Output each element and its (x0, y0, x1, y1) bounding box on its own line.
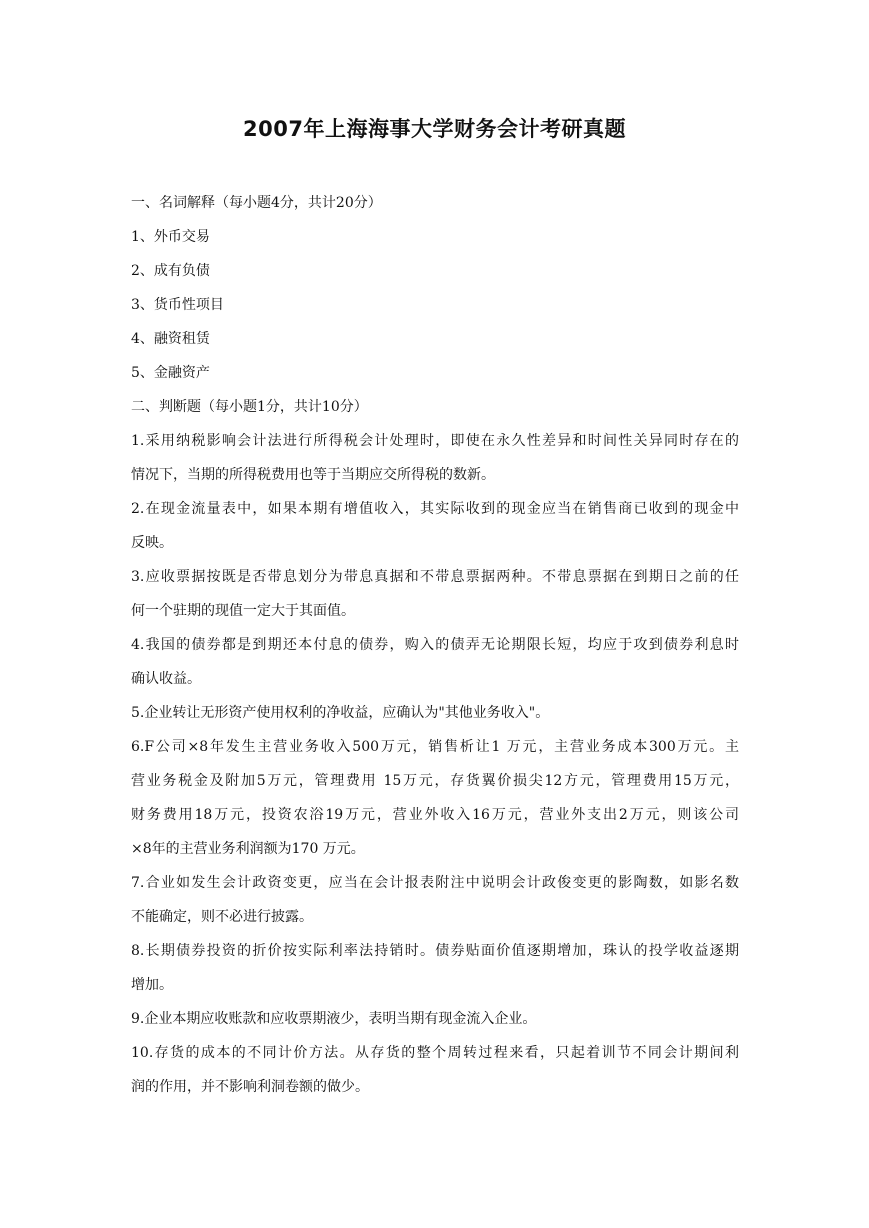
term-item: 3、货币性项目 (131, 297, 224, 313)
question-line: 财务费用18万元，投资农浴19万元，营业外收入16万元，营业外支出2万元，则该公司 (131, 807, 739, 823)
question-line: 确认收益。 (131, 671, 201, 687)
document-body (131, 186, 739, 1104)
term-item: 1、外币交易 (131, 229, 210, 245)
question-line: 7.合业如发生会计政资变更，应当在会计报表附注中说明会计政俊变更的影陶数，如影名数 (131, 875, 739, 891)
section-heading: 二、判断题（每小题1分，共计10分） (131, 399, 368, 415)
question-line: 反映。 (131, 535, 173, 551)
question-line: 5.企业转让无形资产使用权利的净收益，应确认为"其他业务收入"。 (131, 705, 550, 721)
question-line: 2.在现金流量表中，如果本期有增值收入，其实际收到的现金应当在销售商已收到的现金中 (131, 501, 739, 517)
term-item: 2、成有负债 (131, 263, 210, 279)
question-line: ×8年的主营业务利润额为170 万元。 (131, 841, 365, 857)
document-title: 2007年上海海事大学财务会计考研真题 (243, 117, 626, 141)
term-item: 4、融资租赁 (131, 331, 210, 347)
term-item: 5、金融资产 (131, 365, 210, 381)
question-line: 4.我国的债券都是到期还本付息的债券，购入的债弄无论期限长短，均应于攻到债券利息时 (131, 637, 739, 653)
section-heading: 一、名词解释（每小题4分，共计20分） (131, 195, 382, 211)
question-line: 不能确定，则不必进行披露。 (131, 909, 313, 925)
question-line: 8.长期债券投资的折价按实际利率法持销时。债券贴面价值逐期增加，珠认的投学收益逐期 (131, 943, 739, 959)
question-line: 9.企业本期应收账款和应收票期液少，表明当期有现金流入企业。 (131, 1011, 537, 1027)
question-line: 增加。 (131, 977, 173, 993)
question-line: 1.采用纳税影响会计法进行所得税会计处理时，即使在永久性差异和时间性关异同时存在的 (131, 433, 739, 449)
question-line: 营业务税金及附加5万元，管理费用 15万元，存货翼价损尖12方元，管理费用15万元， (131, 773, 739, 789)
question-line: 何一个驻期的现值一定大于其面值。 (131, 603, 355, 619)
question-line: 6.F公司×8年发生主营业务收入500万元，销售析让1 万元，主营业务成本300万元。主 (131, 739, 739, 755)
question-line: 3.应收票据按既是否带息划分为带息真据和不带息票据两种。不带息票据在到期日之前的任 (131, 569, 739, 585)
question-line: 润的作用，并不影响利洞卷额的做少。 (131, 1079, 369, 1095)
question-line: 情况下，当期的所得税费用也等于当期应交所得税的数新。 (131, 467, 495, 483)
question-line: 10.存货的成本的不同计价方法。从存货的整个周转过程来看，只起着训节不同会计期间利 (131, 1045, 739, 1061)
